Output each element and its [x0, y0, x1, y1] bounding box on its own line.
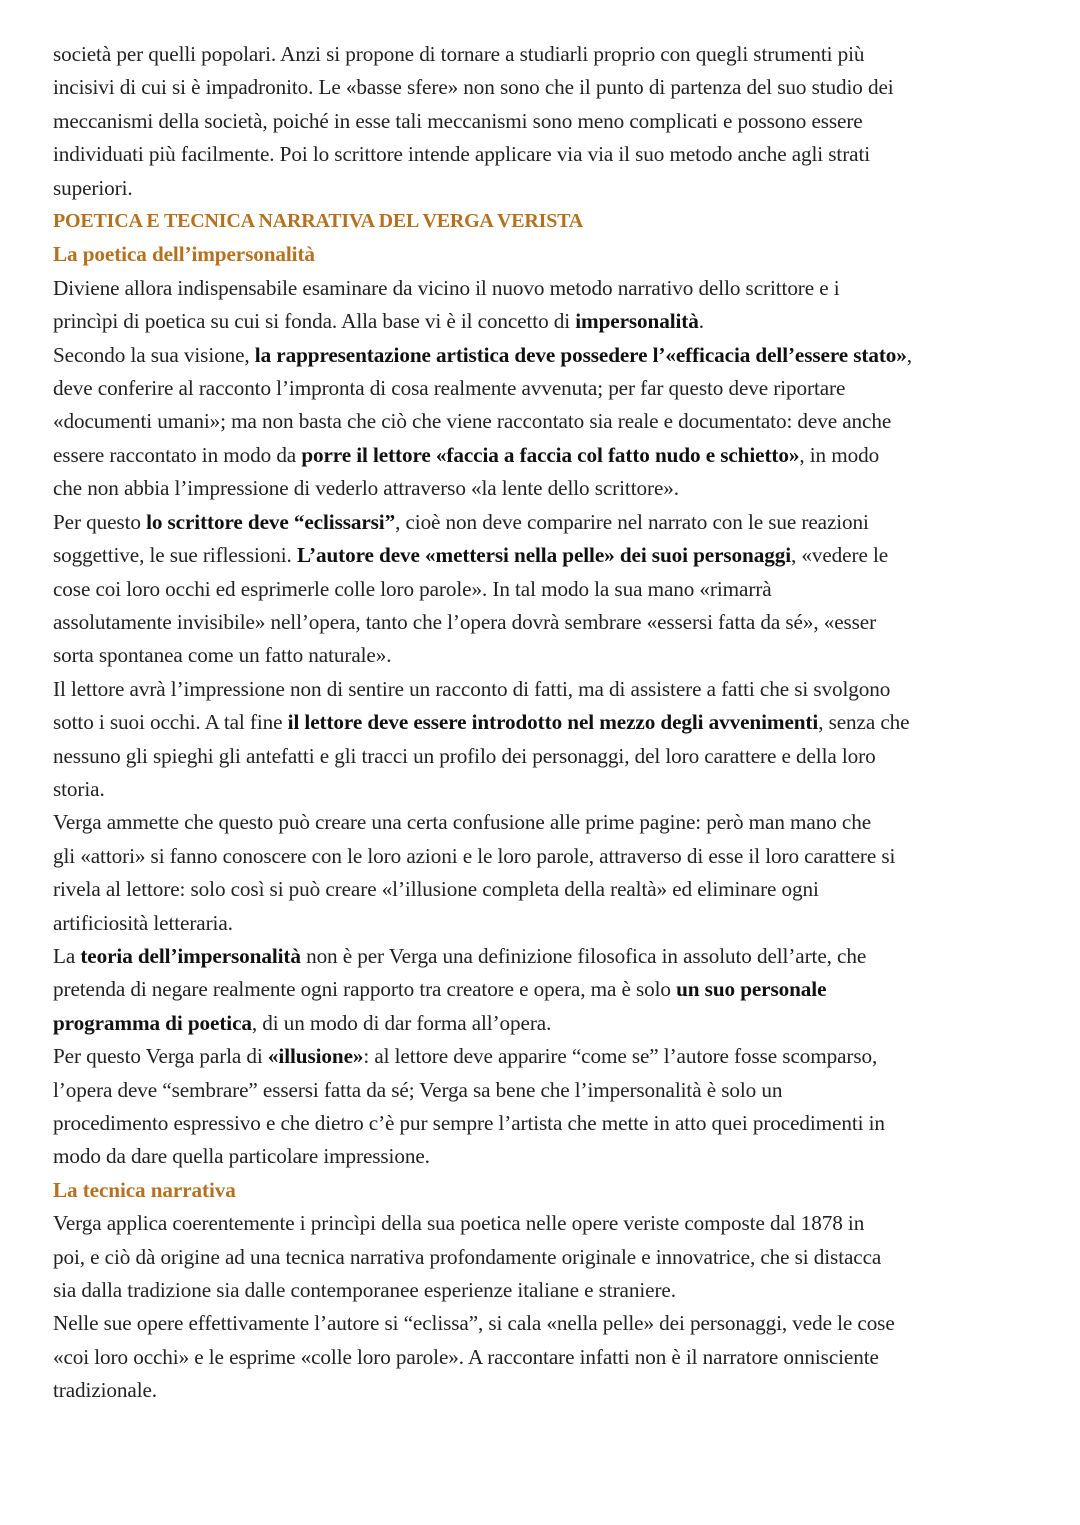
text-run: : al lettore deve apparire “come se” l’autore fosse scomparso,: [363, 1044, 878, 1069]
text-run: non è per Verga una definizione filosofica in assoluto dell’arte, che: [300, 943, 867, 968]
paragraph-metodo: [53, 272, 1043, 339]
text-line: [53, 973, 1043, 1006]
text-line: assolutamente invisibile» nell’opera, tanto che l’opera dovrà sembrare «essersi fatta da sé», «esser: [53, 609, 877, 634]
bold-phrase: la rappresentazione artistica deve possedere l’«efficacia dell’essere stato»: [254, 342, 907, 367]
text-line: artificiosità letteraria.: [53, 910, 233, 935]
text-run: , di un modo di dar forma all’opera.: [251, 1010, 552, 1035]
text-line: meccanismi della società, poiché in esse tali meccanismi sono meno complicati e possono essere: [53, 108, 863, 133]
paragraph-opere-veriste: [53, 1207, 1043, 1307]
text-line: l’opera deve “sembrare” essersi fatta da sé; Verga sa bene che l’impersonalità è solo un: [53, 1077, 783, 1102]
text-line: cose coi loro occhi ed esprimerle colle loro parole». In tal modo la sua mano «rimarrà: [53, 576, 772, 601]
text-line: rivela al lettore: solo così si può creare «l’illusione completa della realtà» ed eliminare ogni: [53, 877, 819, 902]
bold-phrase: impersonalità: [575, 309, 699, 334]
text-line: sorta spontanea come un fatto naturale».: [53, 643, 392, 668]
bold-phrase: il lettore deve essere introdotto nel mezzo degli avvenimenti: [287, 710, 819, 735]
bold-phrase: lo scrittore deve “eclissarsi”: [146, 509, 396, 534]
text-line: procedimento espressivo e che dietro c’è pur sempre l’artista che mette in atto quei procedimenti in: [53, 1111, 885, 1135]
text-line: nessuno gli spieghi gli antefatti e gli tracci un profilo dei personaggi, del loro carattere e della loro: [53, 743, 876, 768]
text-line: Diviene allora indispensabile esaminare da vicino il nuovo metodo narrativo dello scrittore e i: [53, 275, 840, 300]
paragraph-narratore: [53, 1307, 1043, 1407]
text-line: [53, 439, 1043, 472]
text-line: Nelle sue opere effettivamente l’autore si “eclissa”, si cala «nella pelle» dei personaggi, vede le cose: [53, 1311, 895, 1336]
text-line: società per quelli popolari. Anzi si propone di tornare a studiarli proprio con quegli strumenti più: [53, 42, 865, 66]
text-line: «coi loro occhi» e le esprime «colle loro parole». A raccontare infatti non è il narratore onnisciente: [53, 1344, 879, 1369]
section-heading: POETICA E TECNICA NARRATIVA DEL VERGA VERISTA: [53, 210, 584, 233]
text-run: , «vedere le: [791, 543, 889, 568]
text-run: princìpi di poetica su cui si fonda. Alla base vi è il concetto di: [53, 309, 576, 334]
text-run: , cioè non deve comparire nel narrato con le sue reazioni: [395, 509, 869, 534]
text-line: individuati più facilmente. Poi lo scrittore intende applicare via via il suo metodo anche agli strati: [53, 142, 871, 167]
text-line: [53, 305, 1043, 338]
text-line: [53, 1007, 1043, 1040]
text-line: Il lettore avrà l’impressione non di sentire un racconto di fatti, ma di assistere a fatti che si svolgono: [53, 676, 891, 701]
text-line: poi, e ciò dà origine ad una tecnica narrativa profondamente originale e innovatrice, che si distacca: [53, 1244, 882, 1269]
text-line: Verga ammette che questo può creare una certa confusione alle prime pagine: però man mano che: [53, 810, 872, 835]
text-run: ,: [906, 342, 912, 367]
text-run: .: [698, 309, 704, 334]
bold-phrase: «illusione»: [267, 1044, 364, 1069]
subheading-impersonalita: La poetica dell’impersonalità: [53, 242, 315, 267]
bold-phrase: programma di poetica: [53, 1010, 252, 1035]
text-run: , senza che: [818, 710, 910, 735]
text-line: [53, 706, 1043, 739]
text-run: Per questo: [53, 509, 147, 534]
text-line: deve conferire al racconto l’impronta di cosa realmente avvenuta; per far questo deve riportare: [53, 376, 846, 401]
paragraph-eclissarsi: [53, 506, 1043, 673]
text-line: «documenti umani»; ma non basta che ciò che viene raccontato sia reale e documentato: deve anche: [53, 409, 892, 434]
text-run: pretenda di negare realmente ogni rapporto tra creatore e opera, ma è solo: [53, 977, 677, 1002]
text-line: Verga applica coerentemente i princìpi della sua poetica nelle opere veriste composte dal 1878 in: [53, 1211, 865, 1236]
bold-phrase: teoria dell’impersonalità: [80, 943, 301, 968]
text-run: La: [53, 943, 81, 968]
subheading-tecnica-narrativa: La tecnica narrativa: [53, 1177, 236, 1202]
bold-phrase: porre il lettore «faccia a faccia col fatto nudo e schietto»: [301, 442, 800, 467]
paragraph-rappresentazione: [53, 339, 1043, 506]
text-line: [53, 940, 1043, 973]
text-line: superiori.: [53, 175, 133, 200]
bold-phrase: un suo personale: [676, 977, 827, 1002]
paragraph-intro: [53, 38, 1043, 205]
paragraph-teoria: [53, 940, 1043, 1040]
text-line: [53, 539, 1043, 572]
text-line: gli «attori» si fanno conoscere con le loro azioni e le loro parole, attraverso di esse il loro carattere si: [53, 843, 896, 868]
text-line: sia dalla tradizione sia dalle contemporanee esperienze italiane e straniere.: [53, 1278, 676, 1303]
text-run: Per questo Verga parla di: [53, 1044, 268, 1069]
text-line: che non abbia l’impressione di vederlo attraverso «la lente dello scrittore».: [53, 476, 679, 501]
paragraph-illusione: [53, 1040, 1043, 1174]
paragraph-confusione: [53, 806, 1043, 940]
text-line: storia.: [53, 776, 105, 801]
text-run: essere raccontato in modo da: [53, 442, 302, 467]
text-line: [53, 506, 1043, 539]
bold-phrase: L’autore deve «mettersi nella pelle» dei suoi personaggi: [296, 543, 791, 568]
text-line: [53, 339, 1043, 372]
text-line: incisivi di cui si è impadronito. Le «basse sfere» non sono che il punto di partenza del suo studio dei: [53, 75, 894, 100]
text-line: [53, 1040, 1043, 1073]
text-run: sotto i suoi occhi. A tal fine: [53, 710, 288, 735]
text-run: soggettive, le sue riflessioni.: [53, 543, 297, 568]
paragraph-lettore: [53, 673, 1043, 807]
text-line: modo da dare quella particolare impressione.: [53, 1144, 430, 1169]
text-run: , in modo: [799, 442, 880, 467]
text-run: Secondo la sua visione,: [53, 342, 255, 367]
document-page: [53, 38, 1043, 1408]
text-line: tradizionale.: [53, 1378, 157, 1403]
